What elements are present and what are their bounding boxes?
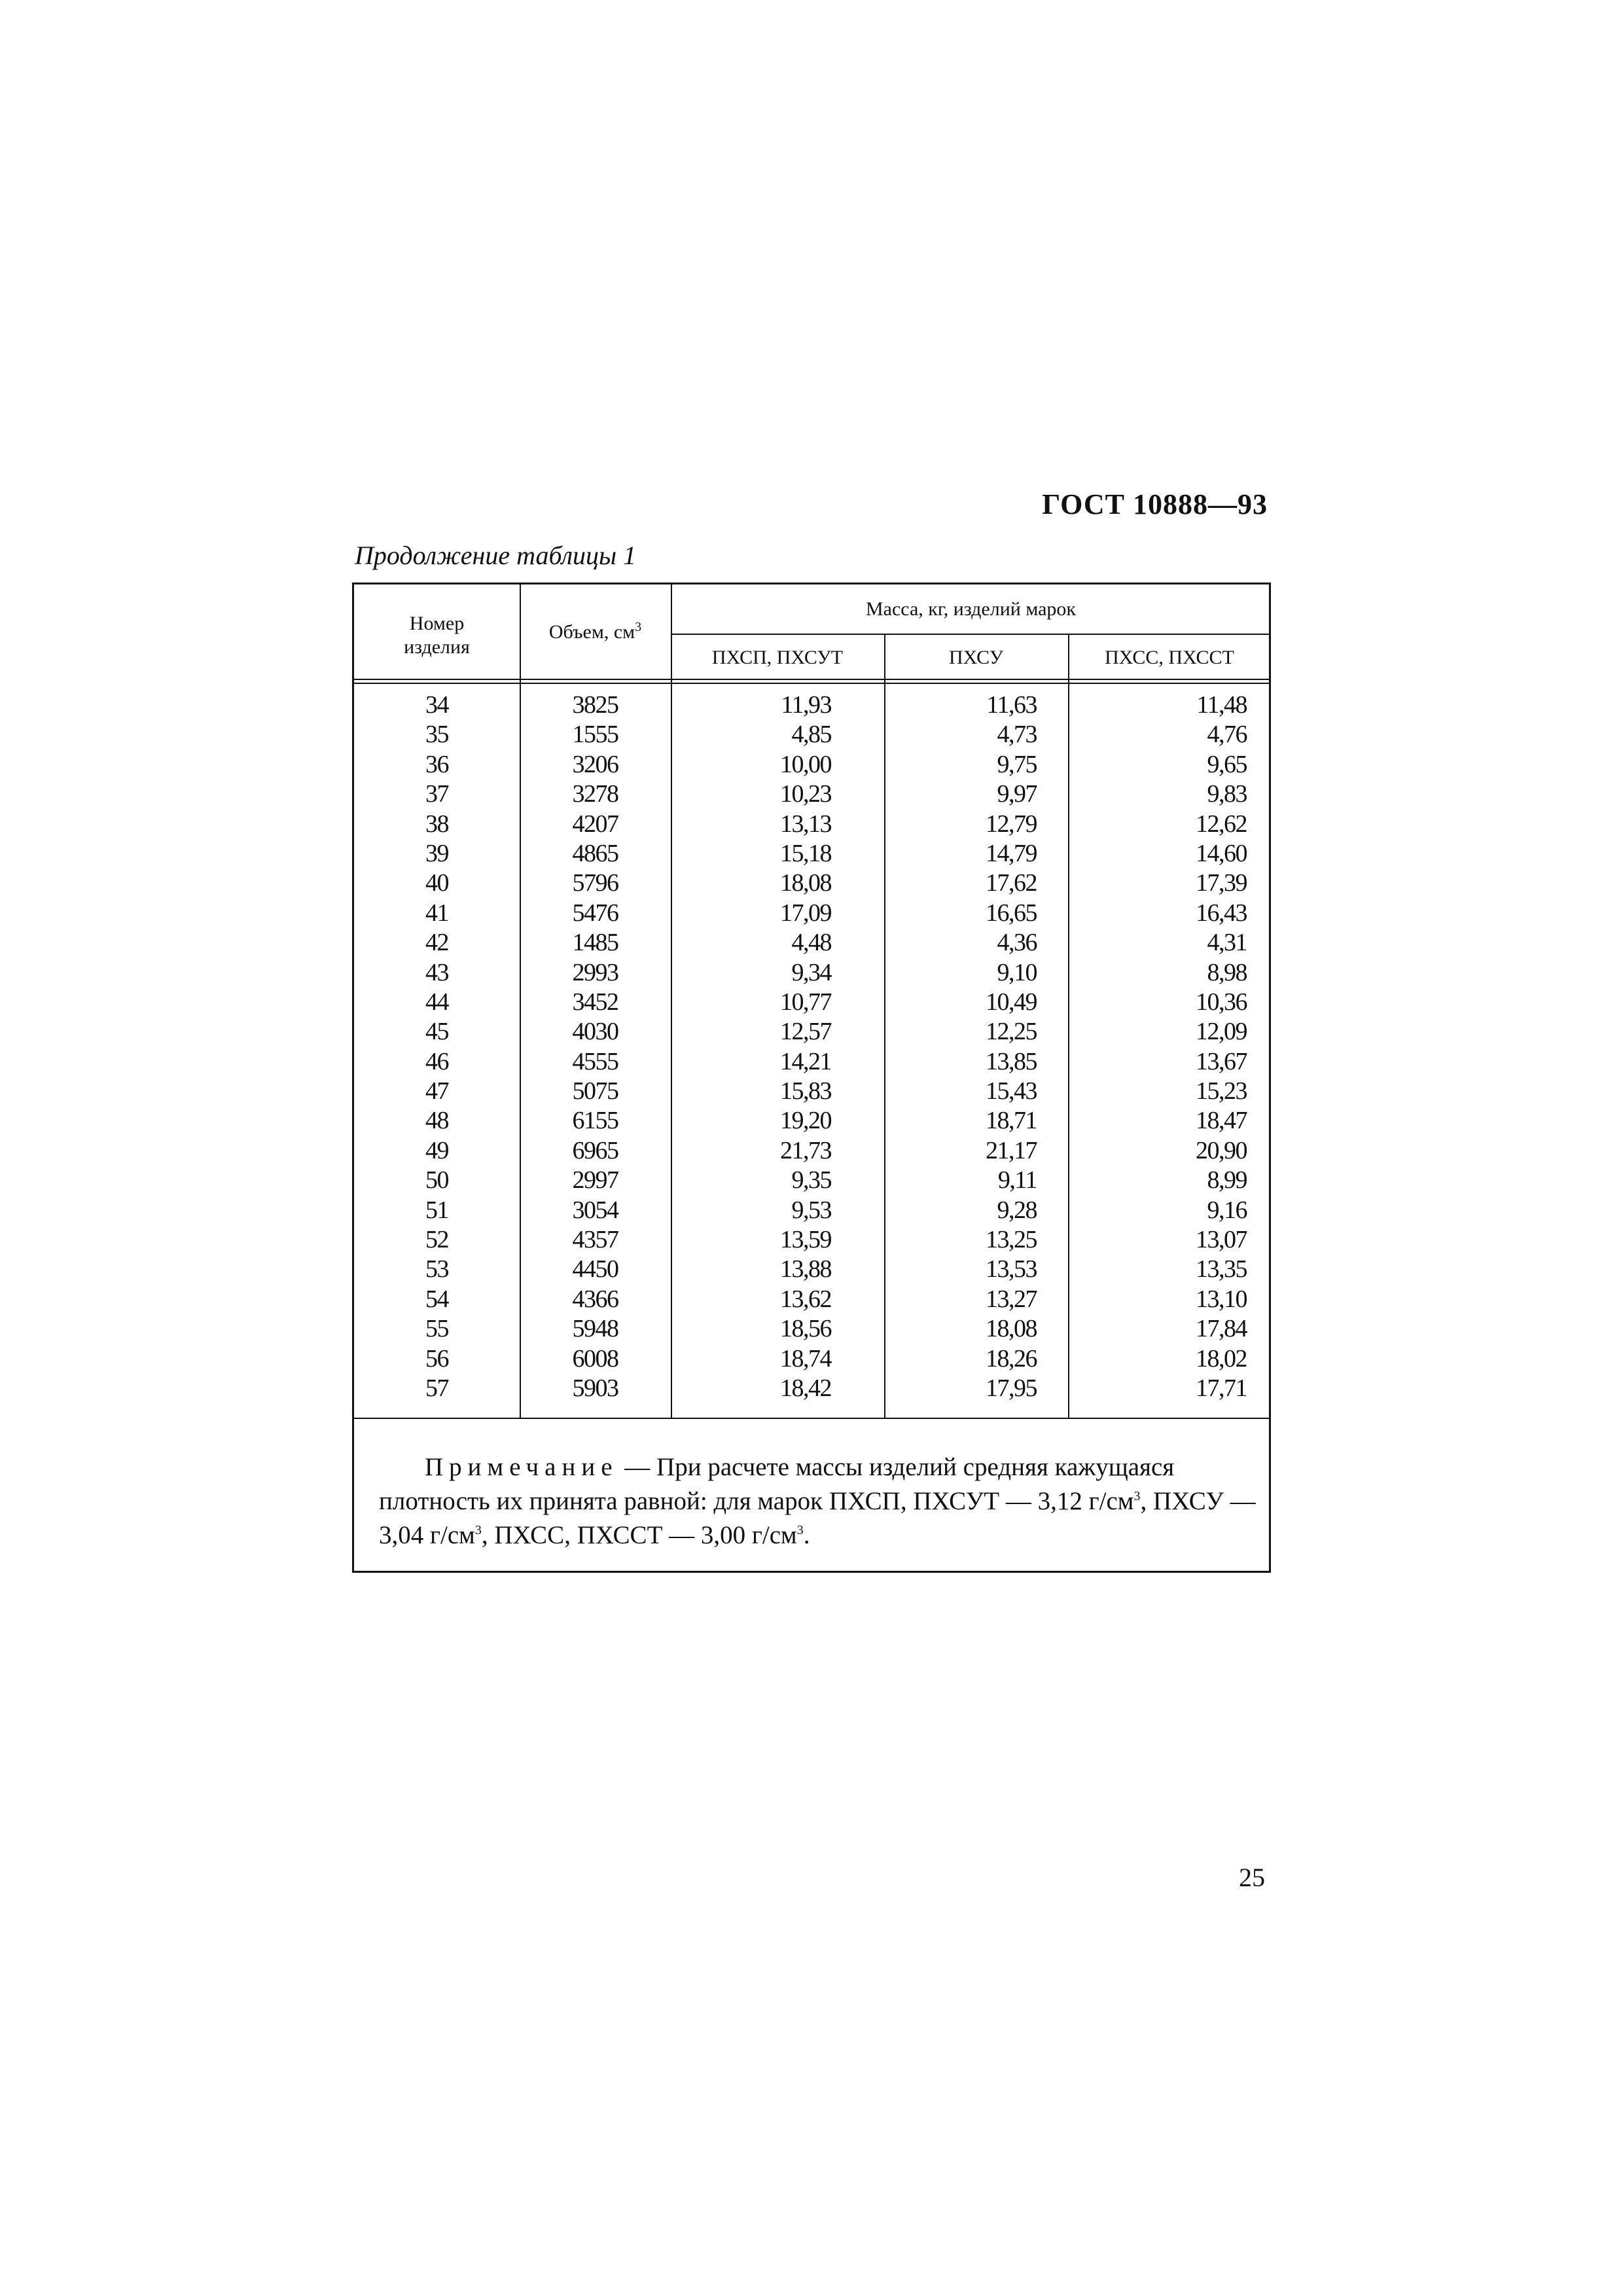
brand1-cell: 18,42 [780,1374,831,1402]
brand3-cell: 12,62 [1196,810,1247,838]
number-cell: 50 [425,1166,448,1194]
brand1-cell: 13,13 [780,810,831,838]
note-text-1: — При расчете массы изделий средняя кажущаяся плотность их принята равной: для марок ПХСП, ПХСУТ — 3,12 г/см [379,1453,1175,1515]
volume-cell: 1485 [572,929,618,957]
brand3-cell: 14,60 [1196,839,1247,867]
header-volume [520,620,671,644]
brand3-cell: 8,98 [1207,958,1247,986]
brand3-cell: 17,71 [1196,1374,1247,1402]
number-cell: 47 [425,1077,448,1105]
header-mass-group: Масса, кг, изделий марок [866,598,1076,620]
brand3-cell: 18,47 [1196,1107,1247,1135]
brand1-cell: 19,20 [780,1107,831,1135]
brand3-cell: 11,48 [1196,691,1247,719]
brand3-cell: 17,84 [1196,1315,1247,1343]
number-cell: 42 [425,929,448,957]
number-cell: 49 [425,1136,448,1164]
volume-cell: 4357 [572,1226,618,1254]
standard-title: ГОСТ 10888—93 [1042,488,1268,520]
volume-cell: 3278 [572,780,618,808]
brand1-cell: 18,74 [780,1344,831,1372]
brand3-cell: 13,35 [1196,1255,1247,1283]
header-brand1: ПХСП, ПХСУТ [711,647,844,668]
number-cell: 34 [425,691,448,719]
brand3-cell: 17,39 [1196,869,1247,897]
number-cell: 44 [425,988,448,1016]
volume-cell: 3054 [572,1196,618,1224]
header-number [354,612,520,659]
column-number [354,691,520,1403]
brand2-cell: 18,08 [986,1315,1037,1343]
header-volume-label: Объем, см [548,621,635,643]
brand3-cell: 15,23 [1196,1077,1247,1105]
brand1-cell: 12,57 [780,1018,831,1046]
brand2-cell: 21,17 [986,1136,1037,1164]
volume-cell: 4450 [572,1255,618,1283]
note-exp-2: 3 [474,1523,482,1537]
volume-cell: 6155 [572,1107,618,1135]
header-brand2: ПХСУ [948,647,1004,668]
note-text-2: , ПХСУ — 3,04 г/см [379,1487,1256,1549]
brand3-cell: 13,10 [1196,1285,1247,1313]
brand3-cell: 4,76 [1207,721,1247,749]
number-cell: 40 [425,869,448,897]
volume-cell: 5075 [572,1077,618,1105]
column-volume [520,691,671,1403]
brand2-cell: 16,65 [986,899,1037,927]
number-cell: 53 [425,1255,448,1283]
brand1-cell: 13,59 [780,1226,831,1254]
number-cell: 55 [425,1315,448,1343]
note-text-3: , ПХСС, ПХССТ — 3,00 г/см [481,1521,797,1549]
number-cell: 38 [425,810,448,838]
brand3-cell: 13,67 [1196,1047,1247,1075]
brand3-cell: 16,43 [1196,899,1247,927]
number-cell: 57 [425,1374,448,1402]
brand2-cell: 9,97 [997,780,1037,808]
volume-cell: 4865 [572,839,618,867]
brand2-cell: 9,10 [997,958,1037,986]
number-cell: 46 [425,1047,448,1075]
number-cell: 48 [425,1107,448,1135]
number-cell: 51 [425,1196,448,1224]
brand1-cell: 4,48 [791,929,831,957]
mass-group-underline [671,634,1271,635]
note-text-4: . [803,1521,810,1549]
number-cell: 35 [425,721,448,749]
brand1-cell: 14,21 [780,1047,831,1075]
volume-cell: 6008 [572,1344,618,1372]
brand2-cell: 17,62 [986,869,1037,897]
brand3-cell: 18,02 [1196,1344,1247,1372]
brand3-cell: 10,36 [1196,988,1247,1016]
note-lead: Примечание [425,1453,618,1481]
brand2-cell: 9,28 [997,1196,1037,1224]
brand2-cell: 13,25 [986,1226,1037,1254]
brand2-cell: 4,36 [997,929,1037,957]
brand2-cell: 13,53 [986,1255,1037,1283]
brand3-cell: 9,65 [1207,750,1247,778]
number-cell: 37 [425,780,448,808]
volume-cell: 3825 [572,691,618,719]
page-number: 25 [1239,1863,1265,1892]
volume-cell: 6965 [572,1136,618,1164]
brand2-cell: 18,26 [986,1344,1037,1372]
brand3-cell: 4,31 [1207,929,1247,957]
column-brand2 [884,691,1037,1403]
brand1-cell: 13,88 [780,1255,831,1283]
brand2-cell: 18,71 [986,1107,1037,1135]
brand1-cell: 17,09 [780,899,831,927]
table-note [379,1450,1256,1552]
number-cell: 36 [425,750,448,778]
brand2-cell: 12,25 [986,1018,1037,1046]
brand2-cell: 9,11 [997,1166,1037,1194]
brand2-cell: 12,79 [986,810,1037,838]
header-rule-bottom [354,683,1271,684]
brand1-cell: 13,62 [780,1285,831,1313]
brand3-cell: 12,09 [1196,1018,1247,1046]
volume-cell: 4555 [572,1047,618,1075]
volume-cell: 5903 [572,1374,618,1402]
volume-cell: 5476 [572,899,618,927]
volume-cell: 5796 [572,869,618,897]
volume-cell: 3206 [572,750,618,778]
volume-cell: 3452 [572,988,618,1016]
brand1-cell: 18,56 [780,1315,831,1343]
brand1-cell: 15,18 [780,839,831,867]
brand2-cell: 15,43 [986,1077,1037,1105]
note-separator [354,1418,1271,1419]
note-exp-3: 3 [796,1523,804,1537]
brand1-cell: 9,35 [791,1166,831,1194]
number-cell: 41 [425,899,448,927]
volume-cell: 4207 [572,810,618,838]
brand2-cell: 13,27 [986,1285,1037,1313]
brand1-cell: 10,00 [780,750,831,778]
brand1-cell: 10,77 [780,988,831,1016]
brand1-cell: 21,73 [780,1136,831,1164]
number-cell: 52 [425,1226,448,1254]
brand3-cell: 13,07 [1196,1226,1247,1254]
brand1-cell: 4,85 [791,721,831,749]
volume-cell: 4030 [572,1018,618,1046]
brand2-cell: 11,63 [986,691,1037,719]
brand2-cell: 13,85 [986,1047,1037,1075]
header-brand3: ПХСС, ПХССТ [1105,647,1234,668]
number-cell: 56 [425,1344,448,1372]
brand1-cell: 9,53 [791,1196,831,1224]
table-caption: Продолжение таблицы 1 [355,541,637,570]
header-rule-top [354,679,1271,680]
column-brand1 [671,691,831,1403]
column-brand3 [1068,691,1247,1403]
brand3-cell: 20,90 [1196,1136,1247,1164]
brand2-cell: 9,75 [997,750,1037,778]
volume-cell: 5948 [572,1315,618,1343]
brand1-cell: 11,93 [781,691,831,719]
number-cell: 45 [425,1018,448,1046]
brand2-cell: 14,79 [986,839,1037,867]
header-number-label: Номер изделия [404,613,470,658]
brand3-cell: 8,99 [1207,1166,1247,1194]
volume-cell: 1555 [572,721,618,749]
number-cell: 43 [425,958,448,986]
volume-cell: 2993 [572,958,618,986]
number-cell: 39 [425,839,448,867]
mass-table [352,583,1271,1573]
brand2-cell: 4,73 [997,721,1037,749]
brand3-cell: 9,83 [1207,780,1247,808]
note-exp-1: 3 [1133,1489,1141,1503]
brand1-cell: 9,34 [791,958,831,986]
brand1-cell: 10,23 [780,780,831,808]
number-cell: 54 [425,1285,448,1313]
brand1-cell: 18,08 [780,869,831,897]
brand2-cell: 17,95 [986,1374,1037,1402]
header-volume-exp: 3 [635,620,642,634]
brand3-cell: 9,16 [1207,1196,1247,1224]
brand1-cell: 15,83 [780,1077,831,1105]
brand2-cell: 10,49 [986,988,1037,1016]
volume-cell: 2997 [572,1166,618,1194]
volume-cell: 4366 [572,1285,618,1313]
